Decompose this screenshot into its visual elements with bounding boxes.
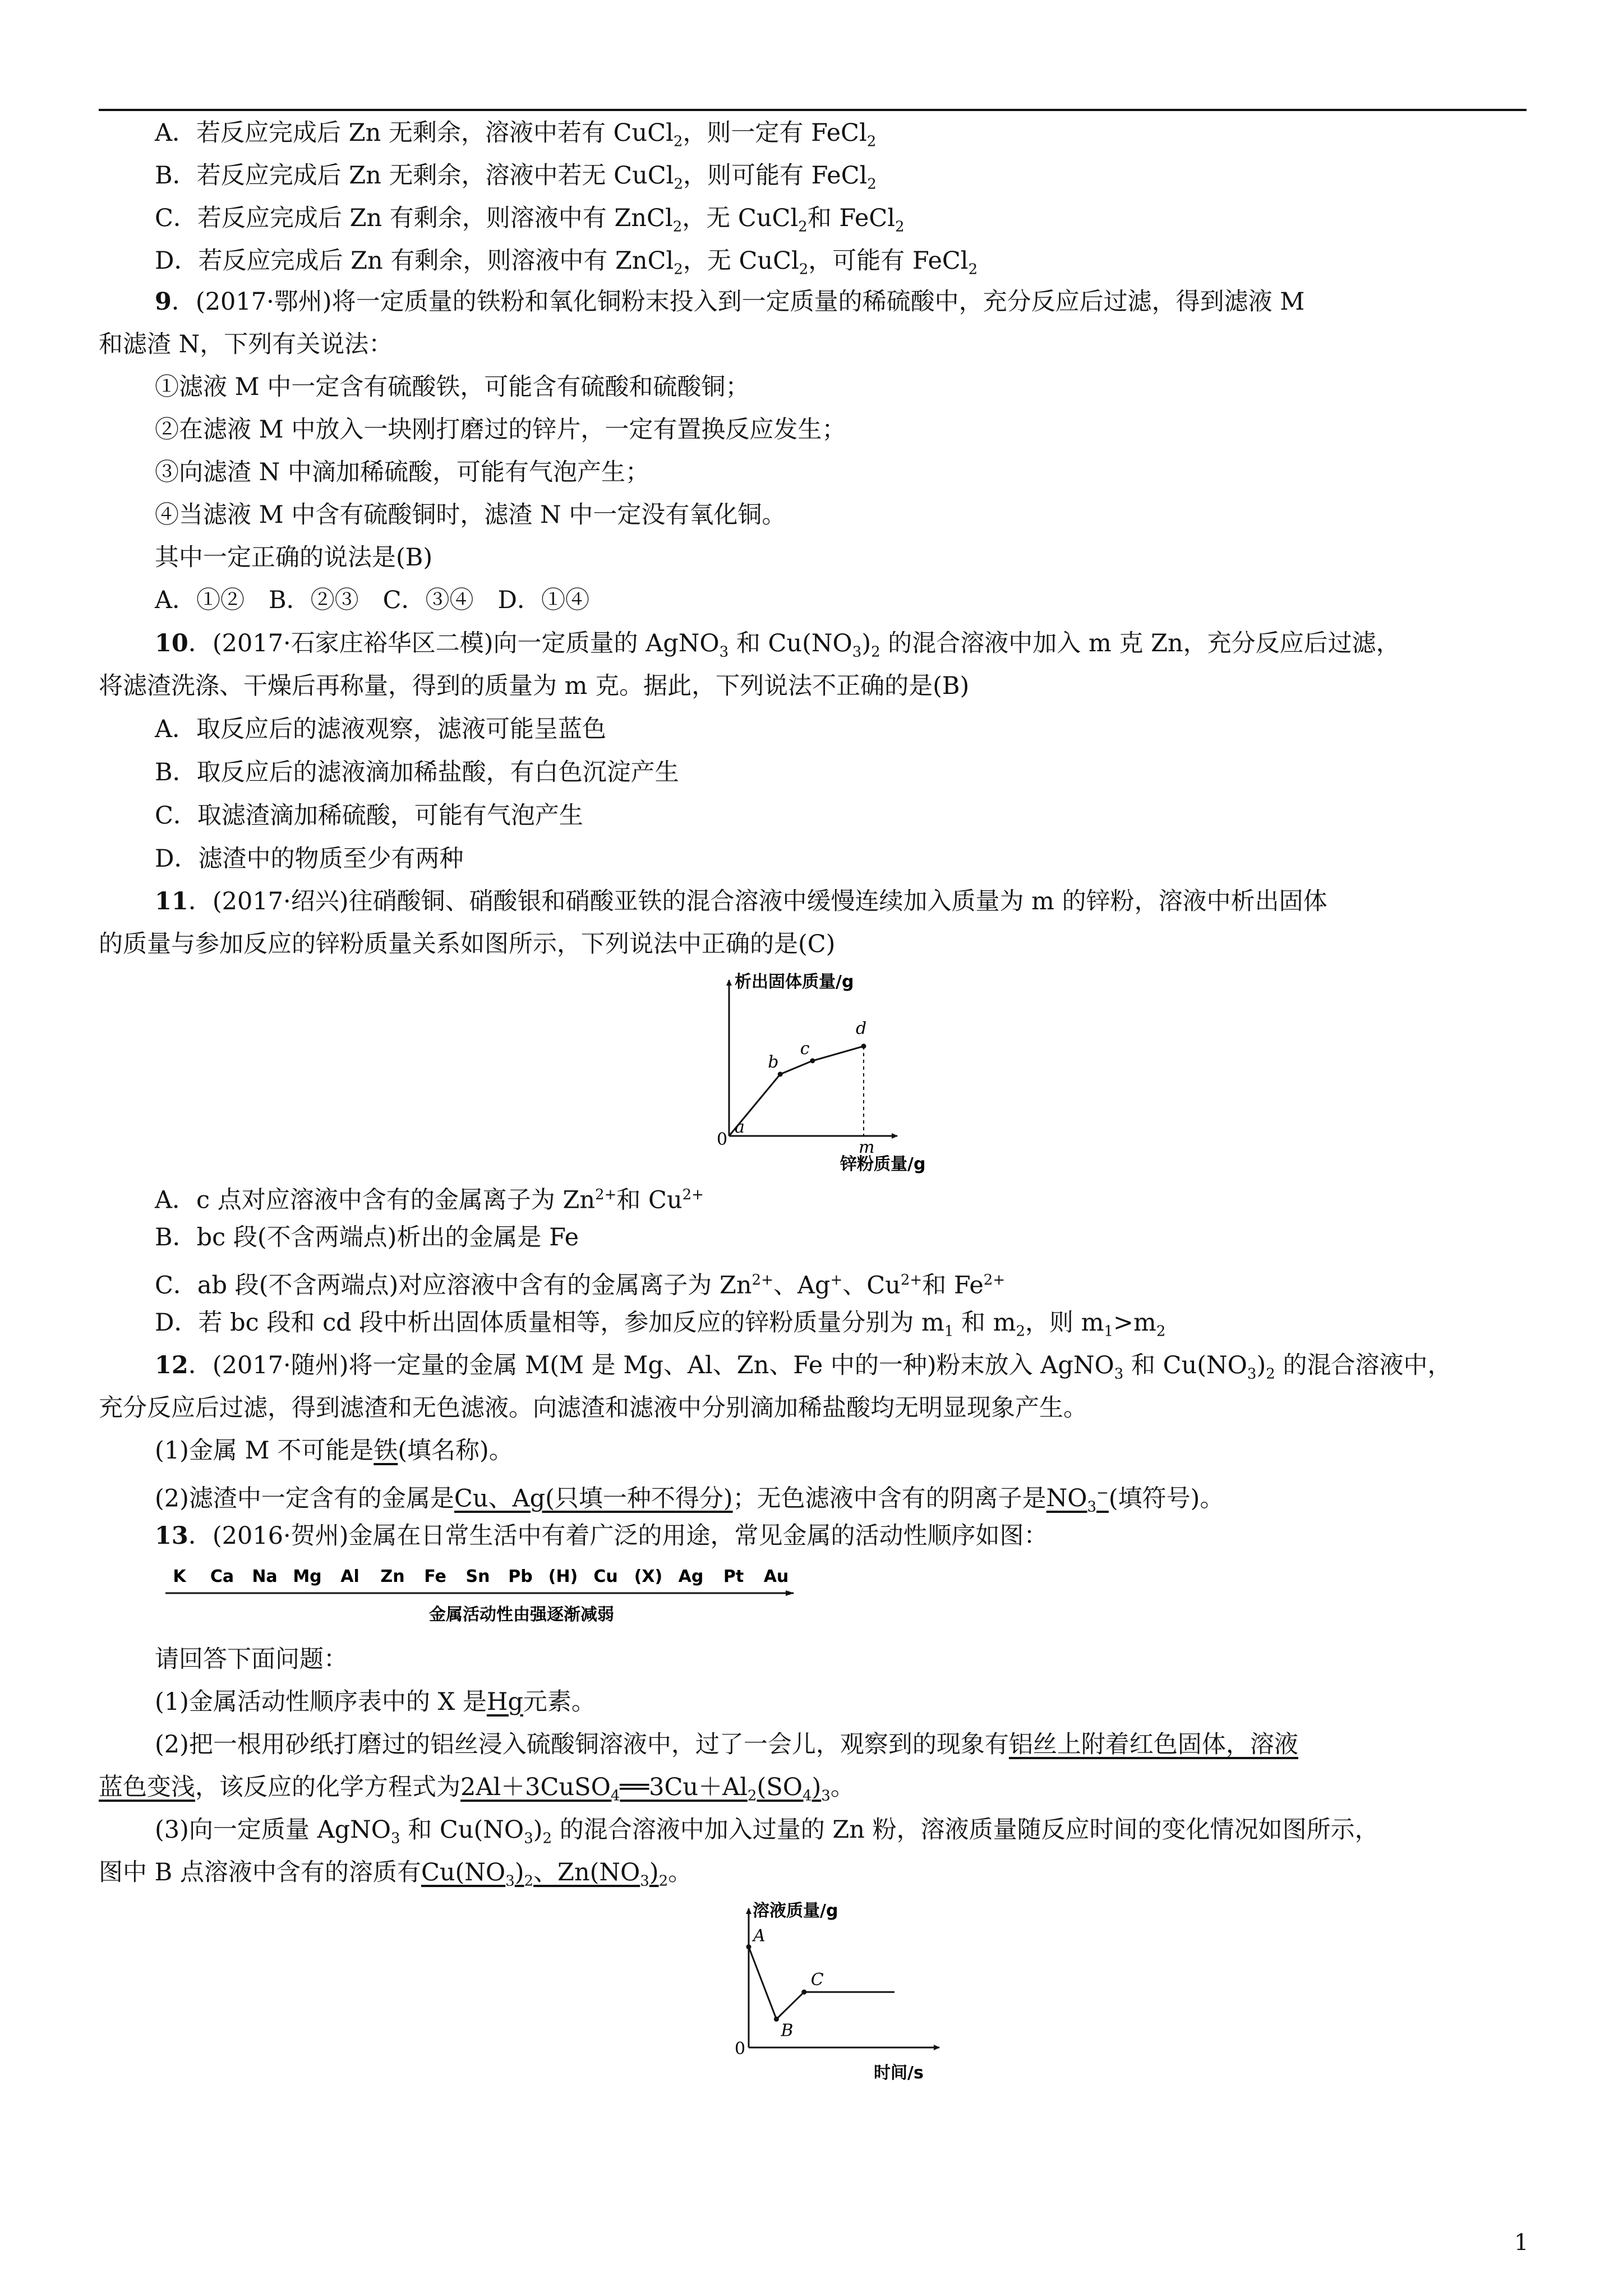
option-10b: B．取反应后的滤液滴加稀盐酸，有白色沉淀产生	[155, 758, 679, 786]
metal-symbol: Au	[763, 1567, 789, 1586]
question-13-part-3: (3)向一定质量 AgNO$_3$ 和 $Cu(NO_3)_2$ 的混合溶液中加入过量的 Zn 粉，溶液质量随反应时间的变化情况如图所示，	[155, 1816, 1379, 1847]
question-12-stem: 12．(2017·随州)将一定量的金属 M(M 是 Mg、Al、Zn、Fe 中的一种)粉末放入 AgNO$_3$ 和 $Cu(NO_3)_2$ 的混合溶液中，	[155, 1351, 1452, 1383]
option-10c: C．取滤渣滴加稀硫酸，可能有气泡产生	[155, 802, 583, 830]
answer-13-2a: 铝丝上附着红色固体，溶液	[1008, 1731, 1298, 1759]
metal-symbol: K	[173, 1567, 186, 1586]
origin-label: 0	[717, 1130, 728, 1149]
point-label-B: B	[781, 2021, 794, 2041]
question-9-statement-1: ①滤液 M 中一定含有硫酸铁，可能含有硫酸和硫酸铜；	[155, 373, 750, 401]
point-b	[778, 1072, 783, 1077]
point-B	[774, 2017, 779, 2022]
option-8b: B．若反应完成后 Zn 无剩余，溶液中若无 CuCl$_2$，则可能有 FeCl$_2$	[155, 162, 877, 193]
question-13-part-1: (1)金属活动性顺序表中的 X 是Hg元素。	[155, 1688, 596, 1716]
question-9-stem-cont: 和滤渣 N，下列有关说法：	[99, 330, 393, 358]
answer-12-1: 铁	[374, 1437, 398, 1465]
page-number: 1	[1514, 2230, 1529, 2256]
point-label-C: C	[810, 1970, 824, 1990]
header-rule	[99, 109, 1527, 111]
option-11d: D．若 bc 段和 cd 段中析出固体质量相等，参加反应的锌粉质量分别为 $m_1$ 和 $m_2$，则 $m_1>m_2$	[155, 1309, 1166, 1340]
point-label-A: A	[753, 1926, 766, 1946]
question-13-stem: 13．(2016·贺州)金属在日常生活中有着广泛的用途，常见金属的活动性顺序如图：	[155, 1522, 1048, 1550]
point-label-c: c	[800, 1039, 810, 1059]
question-12-stem-cont: 充分反应后过滤，得到滤渣和无色滤液。向滤渣和滤液中分别滴加稀盐酸均无明显现象产生。	[99, 1394, 1087, 1422]
tick-label-m: m	[859, 1138, 875, 1157]
question-13-prompt: 请回答下面问题：	[155, 1645, 348, 1673]
question-13-part-2-cont: 蓝色变浅，该反应的化学方程式为$2Al+3CuSO_4══3Cu+Al_2(SO_4)_3$。	[99, 1773, 855, 1805]
point-C	[801, 1990, 806, 1995]
point-c	[810, 1059, 815, 1064]
metal-symbol: Al	[340, 1567, 359, 1586]
activity-caption: 金属活动性由强逐渐减弱	[429, 1605, 614, 1625]
y-axis-label: 溶液质量/g	[753, 1901, 838, 1921]
option-10d: D．滤渣中的物质至少有两种	[155, 845, 464, 873]
metal-symbol: Sn	[465, 1567, 490, 1586]
x-axis-label: 锌粉质量/g	[840, 1154, 926, 1174]
point-A	[746, 1944, 751, 1949]
question-11-stem: 11．(2017·绍兴)往硝酸铜、硝酸银和硝酸亚铁的混合溶液中缓慢连续加入质量为 m 的锌粉，溶液中析出固体	[155, 887, 1327, 915]
answer-12-2b: $NO_3^-$	[1046, 1484, 1109, 1516]
answer-13-2b: $2Al+3CuSO_4══3Cu+Al_2(SO_4)_3$	[460, 1773, 831, 1805]
point-d	[861, 1044, 866, 1049]
question-13-part-3-cont: 图中 B 点溶液中含有的溶质有$Cu(NO_3)_2$、$Zn(NO_3)_2$。	[99, 1858, 693, 1890]
solution-mass-chart	[723, 1896, 993, 2087]
metal-symbol: Zn	[380, 1567, 405, 1586]
question-9-stem: 9．(2017·鄂州)将一定质量的铁粉和氧化铜粉末投入到一定质量的稀硫酸中，充分反应后过滤，得到滤液 M	[155, 288, 1305, 316]
metal-symbol: (H)	[548, 1567, 578, 1586]
precipitate-mass-chart	[690, 968, 1004, 1181]
metal-symbol: Cu	[593, 1567, 618, 1586]
metal-symbol: Mg	[293, 1567, 322, 1586]
question-10-stem-cont: 将滤渣洗涤、干燥后再称量，得到的质量为 m 克。据此，下列说法不正确的是(B)	[99, 672, 970, 700]
answer-13-1: Hg	[486, 1688, 523, 1716]
x-axis-label: 时间/s	[874, 2063, 924, 2083]
option-8c: C．若反应完成后 Zn 有剩余，则溶液中有 ZnCl$_2$，无 CuCl$_2$和 FeCl$_2$	[155, 204, 905, 236]
question-13-part-2: (2)把一根用砂纸打磨过的铝丝浸入硫酸铜溶液中，过了一会儿，观察到的现象有铝丝上附着红色固体，溶液	[155, 1731, 1298, 1759]
point-label-b: b	[768, 1052, 779, 1072]
option-10a: A．取反应后的滤液观察，滤液可能呈蓝色	[155, 715, 607, 743]
option-8a: A．若反应完成后 Zn 无剩余，溶液中若有 CuCl$_2$，则一定有 FeCl$_2$	[155, 119, 877, 150]
metal-symbol: Na	[252, 1567, 278, 1586]
metal-symbol: Fe	[424, 1567, 446, 1586]
question-11-stem-cont: 的质量与参加反应的锌粉质量关系如图所示，下列说法中正确的是(C)	[99, 930, 836, 958]
question-10-stem: 10．(2017·石家庄裕华区二模)向一定质量的 AgNO$_3$ 和 $Cu(NO_3)_2$ 的混合溶液中加入 m 克 Zn，充分反应后过滤，	[155, 629, 1400, 661]
metal-symbol: (X)	[634, 1567, 663, 1586]
question-9-statement-2: ②在滤液 M 中放入一块刚打磨过的锌片，一定有置换反应发生；	[155, 416, 846, 444]
metal-symbol: Pt	[723, 1567, 744, 1586]
origin-label: 0	[735, 2039, 746, 2059]
option-8d: D．若反应完成后 Zn 有剩余，则溶液中有 ZnCl$_2$，无 CuCl$_2$，可能有 FeCl$_2$	[155, 247, 978, 278]
point-label-d: d	[856, 1019, 867, 1038]
answer-13-3: $Cu(NO_3)_2$、$Zn(NO_3)_2$	[421, 1858, 668, 1890]
y-axis-label: 析出固体质量/g	[735, 972, 854, 992]
question-12-part-1: (1)金属 M 不可能是铁(填名称)。	[155, 1437, 513, 1465]
metal-symbol: Ca	[210, 1567, 234, 1586]
activity-series-figure	[163, 1559, 808, 1632]
series-line	[729, 1046, 864, 1136]
metal-symbol: Ag	[678, 1567, 704, 1586]
option-11a: A．c 点对应溶液中含有的金属离子为 $Zn^{2+}$和 $Cu^{2+}$	[155, 1186, 704, 1214]
question-9-prompt: 其中一定正确的说法是(B)	[155, 544, 433, 572]
question-9-statement-3: ③向滤渣 N 中滴加稀硫酸，可能有气泡产生；	[155, 458, 649, 486]
option-11c: C．ab 段(不含两端点)对应溶液中含有的金属离子为 $Zn^{2+}$、Ag+、$Cu^{2+}$和 $Fe^{2+}$	[155, 1271, 1006, 1300]
answer-13-2a-cont: 蓝色变浅	[99, 1773, 195, 1801]
point-label-a: a	[735, 1117, 745, 1137]
question-12-part-2: (2)滤渣中一定含有的金属是Cu、Ag(只填一种不得分)；无色滤液中含有的阴离子是$NO_3^-$(填符号)。	[155, 1484, 1224, 1516]
question-9-statement-4: ④当滤液 M 中含有硫酸铜时，滤渣 N 中一定没有氧化铜。	[155, 501, 786, 529]
question-9-options: A．①② B．②③ C．③④ D．①④	[155, 586, 590, 614]
option-11b: B．bc 段(不含两端点)析出的金属是 Fe	[155, 1223, 579, 1251]
metal-symbol: Pb	[508, 1567, 533, 1586]
answer-12-2a: Cu、Ag(只填一种不得分)	[454, 1484, 733, 1513]
